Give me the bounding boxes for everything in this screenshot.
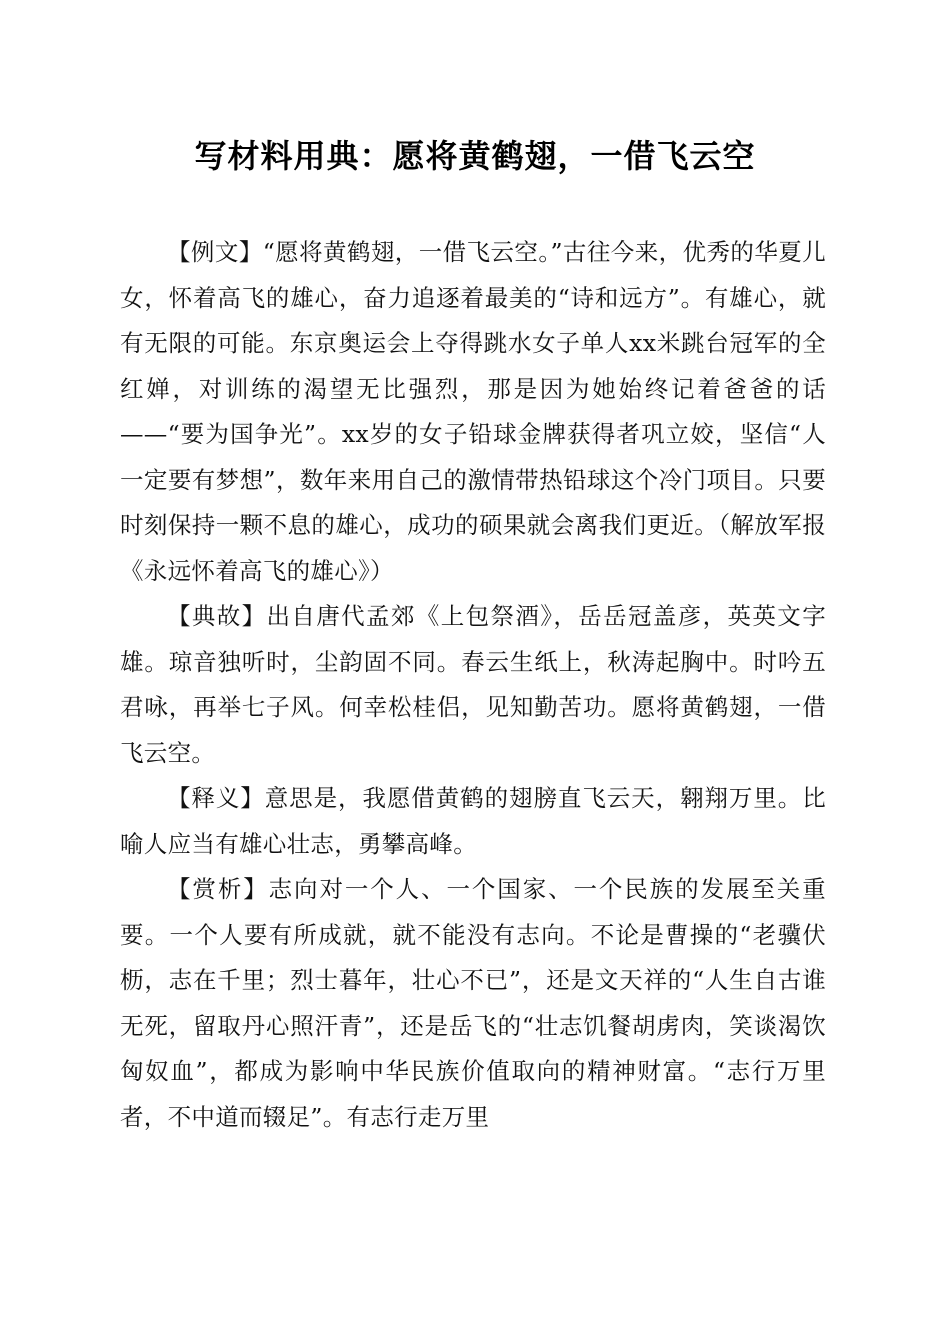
document-body xyxy=(120,230,826,1140)
paragraph-example: 【例文】“愿将黄鹤翅，一借飞云空。”古往今来，优秀的华夏儿女，怀着高飞的雄心，奋力追逐着最美的“诗和远方”。有雄心，就有无限的可能。东京奥运会上夺得跳水女子单人xx米跳台冠军的全红婵，对训练的渴望无比强烈，那是因为她始终记着爸爸的话——“要为国争光”。xx岁的女子铅球金牌获得者巩立姣，坚信“人一定要有梦想”，数年来用自己的激情带热铅球这个冷门项目。只要时刻保持一颗不息的雄心，成功的硕果就会离我们更近。（解放军报《永远怀着高飞的雄心》） xyxy=(120,238,826,585)
paragraph-interpretation: 【释义】意思是，我愿借黄鹤的翅膀直飞云天，翱翔万里。比喻人应当有雄心壮志，勇攀高峰。 xyxy=(120,784,826,858)
paragraph-appreciation: 【赏析】志向对一个人、一个国家、一个民族的发展至关重要。一个人要有所成就，就不能没有志向。不论是曹操的“老骥伏枥，志在千里；烈士暮年，壮心不已”，还是文天祥的“人生自古谁无死，留取丹心照汗青”，还是岳飞的“壮志饥餐胡虏肉，笑谈渴饮匈奴血”，都成为影响中华民族价值取向的精神财富。“志行万里者，不中道而辍足”。有志行走万里 xyxy=(120,875,826,1131)
document-title: 写材料用典：愿将黄鹤翅，一借飞云空 xyxy=(194,137,756,175)
paragraph-allusion: 【典故】出自唐代孟郊《上包祭酒》，岳岳冠盖彦，英英文字雄。琼音独听时，尘韵固不同。春云生纸上，秋涛起胸中。时吟五君咏，再举七子风。何幸松桂侣，见知勤苦功。愿将黄鹤翅，一借飞云空。 xyxy=(120,602,826,767)
